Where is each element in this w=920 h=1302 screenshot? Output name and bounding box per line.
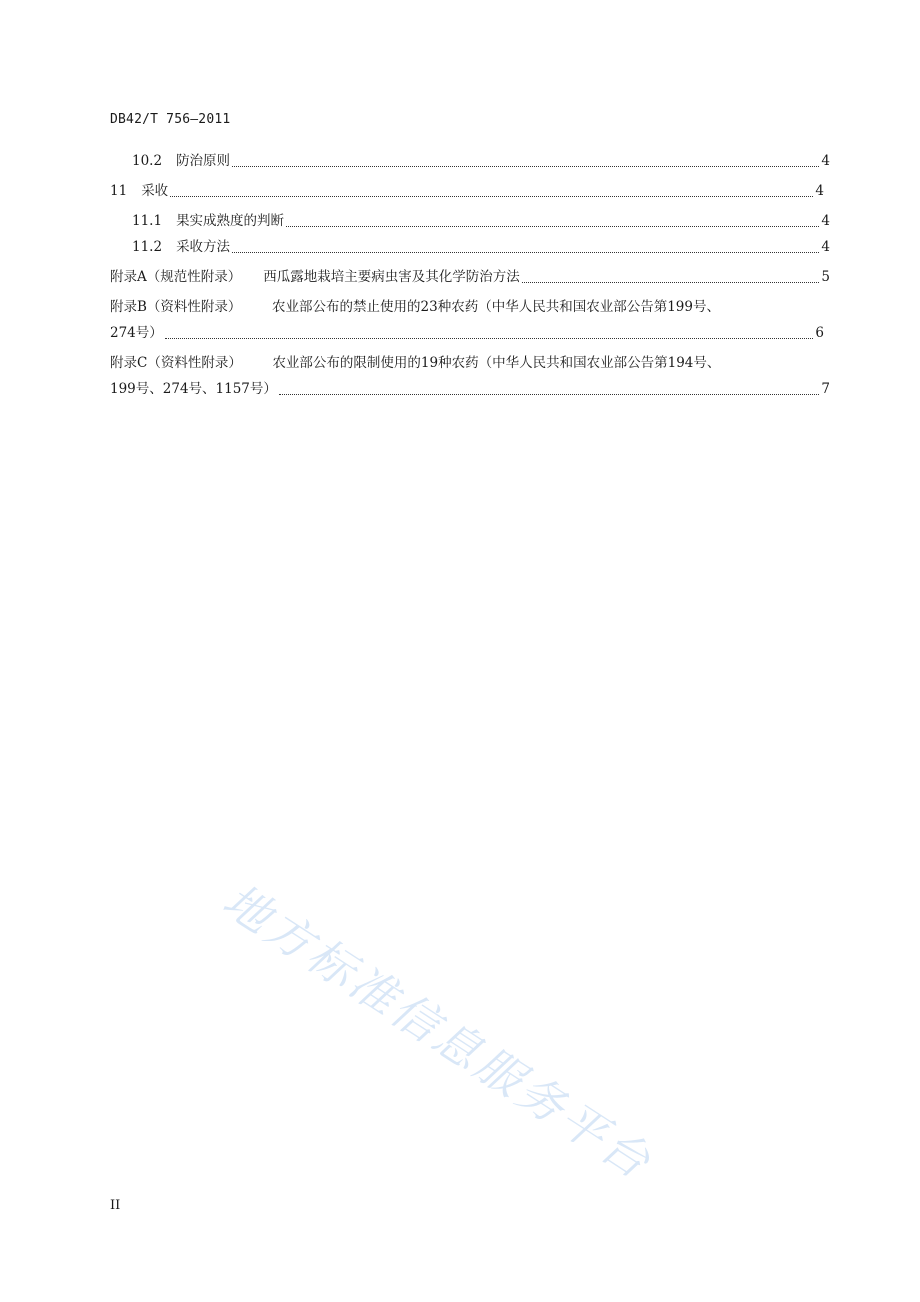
toc-number: 11.1 — [132, 213, 163, 229]
toc-title: 采收 — [141, 183, 169, 199]
toc-title: 西瓜露地栽培主要病虫害及其化学防治方法 — [263, 269, 520, 285]
toc-leader-dots — [286, 226, 819, 227]
toc-appendix-label: 附录A（规范性附录） — [110, 269, 242, 285]
toc-entry-10-2[interactable] — [110, 148, 830, 174]
toc-page: 4 — [815, 183, 824, 199]
toc-leader-dots — [279, 394, 820, 395]
toc-entry-11[interactable] — [110, 178, 830, 204]
toc-leader-dots — [170, 196, 813, 197]
toc-entry-appendix-c[interactable] — [110, 350, 830, 402]
toc-leader-dots — [232, 252, 819, 253]
toc-leader-dots — [522, 282, 820, 283]
standard-code-header: DB42/T 756—2011 — [110, 112, 231, 127]
toc-number: 11 — [110, 183, 128, 199]
toc-page: 7 — [821, 381, 830, 397]
toc-page: 4 — [821, 153, 830, 169]
toc-title-continued: 199号、274号、1157号） — [110, 381, 277, 397]
toc-entry-11-1[interactable] — [110, 208, 830, 234]
watermark-text: 地方标准信息服务平台 — [213, 872, 663, 1191]
toc-appendix-label: 附录C（资料性附录） — [110, 355, 242, 371]
toc-page: 4 — [821, 239, 830, 255]
toc-page: 5 — [821, 269, 830, 285]
toc-number: 11.2 — [132, 239, 163, 255]
toc-title: 农业部公布的限制使用的19种农药（中华人民共和国农业部公告第194号、 — [272, 355, 721, 371]
toc-entry-appendix-b[interactable] — [110, 294, 830, 346]
toc-title: 农业部公布的禁止使用的23种农药（中华人民共和国农业部公告第199号、 — [272, 299, 720, 315]
toc-title: 防治原则 — [176, 153, 231, 169]
toc-title-continued: 274号） — [110, 325, 163, 341]
toc-title: 果实成熟度的判断 — [176, 213, 285, 229]
toc-number: 10.2 — [132, 153, 163, 169]
page-number: II — [110, 1198, 121, 1213]
toc-title: 采收方法 — [176, 239, 231, 255]
toc-entry-11-2[interactable] — [110, 234, 830, 260]
toc-leader-dots — [232, 166, 819, 167]
table-of-contents — [110, 148, 830, 402]
toc-page: 6 — [815, 325, 824, 341]
toc-appendix-label: 附录B（资料性附录） — [110, 299, 242, 315]
toc-leader-dots — [165, 338, 814, 339]
toc-entry-appendix-a[interactable] — [110, 264, 830, 290]
toc-page: 4 — [821, 213, 830, 229]
